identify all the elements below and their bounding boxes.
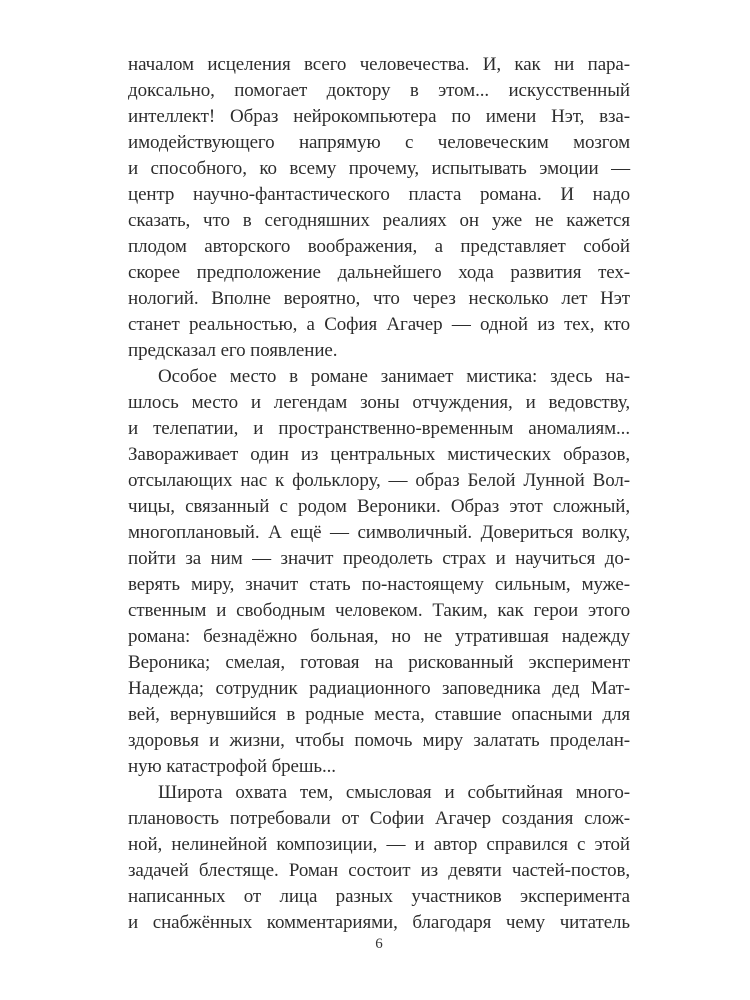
text-line: началом исцеления всего человечества. И, как ни пара- bbox=[128, 54, 630, 75]
text-line: доксально, помогает доктору в этом... искусственный bbox=[128, 80, 630, 101]
text-line: шлось место и легендам зоны отчуждения, и ведовству, bbox=[128, 392, 630, 413]
text-line: Завораживает один из центральных мистических образов, bbox=[128, 444, 630, 465]
text-line: плодом авторского воображения, а представляет собой bbox=[128, 236, 630, 257]
text-line: имодействующего напрямую с человеческим мозгом bbox=[128, 132, 630, 153]
text-line: ственным и свободным человеком. Таким, как герои этого bbox=[128, 600, 630, 621]
text-line: написанных от лица разных участников эксперимента bbox=[128, 886, 630, 907]
text-line: скорее предположение дальнейшего хода развития тех- bbox=[128, 262, 630, 283]
text-line: центр научно-фантастического пласта романа. И надо bbox=[128, 184, 630, 205]
text-line: станет реальностью, а София Агачер — одной из тех, кто bbox=[128, 314, 630, 335]
text-line: ную катастрофой брешь... bbox=[128, 756, 336, 777]
text-line: чицы, связанный с родом Вероники. Образ этот сложный, bbox=[128, 496, 630, 517]
text-line: Широта охвата тем, смысловая и событийная много- bbox=[158, 782, 630, 803]
text-line: здоровья и жизни, чтобы помочь миру залатать проделан- bbox=[128, 730, 630, 751]
text-line: интеллект! Образ нейрокомпьютера по имени Нэт, вза- bbox=[128, 106, 630, 127]
text-line: многоплановый. А ещё — символичный. Довериться волку, bbox=[128, 522, 630, 543]
text-line: верять миру, значит стать по-настоящему сильным, муже- bbox=[128, 574, 630, 595]
text-line: пойти за ним — значит преодолеть страх и научиться до- bbox=[128, 548, 630, 569]
text-line: плановость потребовали от Софии Агачер создания слож- bbox=[128, 808, 630, 829]
text-line: и способного, ко всему прочему, испытывать эмоции — bbox=[128, 158, 630, 179]
page-text bbox=[128, 52, 630, 936]
text-line: отсылающих нас к фольклору, — образ Белой Лунной Вол- bbox=[128, 470, 630, 491]
page-number: 6 bbox=[375, 936, 383, 952]
text-line: нологий. Вполне вероятно, что через несколько лет Нэт bbox=[128, 288, 630, 309]
text-line: сказать, что в сегодняшних реалиях он уже не кажется bbox=[128, 210, 630, 231]
text-line: романа: безнадёжно больная, но не утратившая надежду bbox=[128, 626, 630, 647]
text-line: предсказал его появление. bbox=[128, 340, 338, 361]
text-line: и снабжённых комментариями, благодаря чему читатель bbox=[128, 912, 630, 933]
text-line: Надежда; сотрудник радиационного заповедника дед Мат- bbox=[128, 678, 630, 699]
text-line: задачей блестяще. Роман состоит из девяти частей-постов, bbox=[128, 860, 630, 881]
text-line: Особое место в романе занимает мистика: здесь на- bbox=[158, 366, 630, 387]
text-line: Вероника; смелая, готовая на рискованный эксперимент bbox=[128, 652, 630, 673]
text-line: и телепатии, и пространственно-временным аномалиям... bbox=[128, 418, 630, 439]
text-line: ной, нелинейной композиции, — и автор справился с этой bbox=[128, 834, 630, 855]
text-line: вей, вернувшийся в родные места, ставшие опасными для bbox=[128, 704, 630, 725]
